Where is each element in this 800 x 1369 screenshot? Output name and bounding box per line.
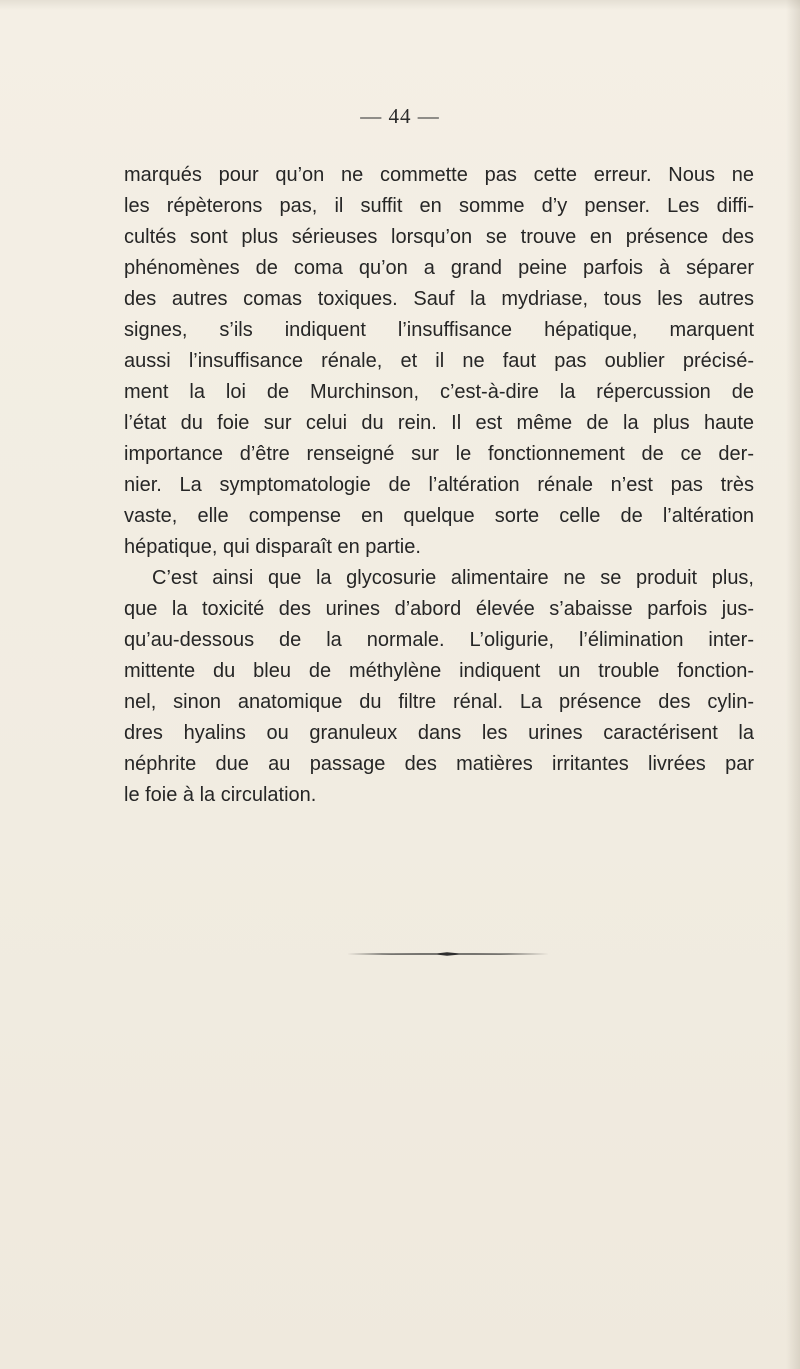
text-line: phénomènes de coma qu’on a grand peine parfois à séparer <box>124 257 754 279</box>
text-line: importance d’être renseigné sur le fonctionnement de ce der- <box>124 443 754 465</box>
text-line: hépatique, qui disparaît en partie. <box>124 536 421 558</box>
text-line: des autres comas toxiques. Sauf la mydriase, tous les autres <box>124 288 754 310</box>
page-number: — 44 — <box>360 104 440 128</box>
paragraph-1 <box>124 160 754 563</box>
text-line: le foie à la circulation. <box>124 784 317 806</box>
text-line: que la toxicité des urines d’abord élevée s’abaisse parfois jus- <box>124 598 754 620</box>
text-line: vaste, elle compense en quelque sorte celle de l’altération <box>124 505 754 527</box>
text-line: ment la loi de Murchinson, c’est-à-dire la répercussion de <box>124 381 754 403</box>
page-right-edge <box>786 0 800 1369</box>
end-ornament-rule <box>347 950 549 958</box>
page-top-edge <box>0 0 800 10</box>
text-line: dres hyalins ou granuleux dans les urines caractérisent la <box>124 722 754 744</box>
text-line: marqués pour qu’on ne commette pas cette erreur. Nous ne <box>124 164 754 186</box>
text-line: les répèterons pas, il suffit en somme d’y penser. Les diffi- <box>124 195 754 217</box>
text-line: aussi l’insuffisance rénale, et il ne faut pas oublier précisé- <box>124 350 754 372</box>
paragraph-2 <box>124 563 754 811</box>
text-line: nier. La symptomatologie de l’altération rénale n’est pas très <box>124 474 754 496</box>
text-line: néphrite due au passage des matières irritantes livrées par <box>124 753 754 775</box>
text-line: signes, s’ils indiquent l’insuffisance hépatique, marquent <box>124 319 754 341</box>
text-line: l’état du foie sur celui du rein. Il est même de la plus haute <box>124 412 754 434</box>
text-line: cultés sont plus sérieuses lorsqu’on se trouve en présence des <box>124 226 754 248</box>
text-line: C’est ainsi que la glycosurie alimentaire ne se produit plus, <box>152 567 754 589</box>
text-line: mittente du bleu de méthylène indiquent un trouble fonction- <box>124 660 754 682</box>
text-line: qu’au-dessous de la normale. L’oligurie, l’élimination inter- <box>124 629 754 651</box>
text-line: nel, sinon anatomique du filtre rénal. La présence des cylin- <box>124 691 754 713</box>
body-text <box>124 160 754 811</box>
